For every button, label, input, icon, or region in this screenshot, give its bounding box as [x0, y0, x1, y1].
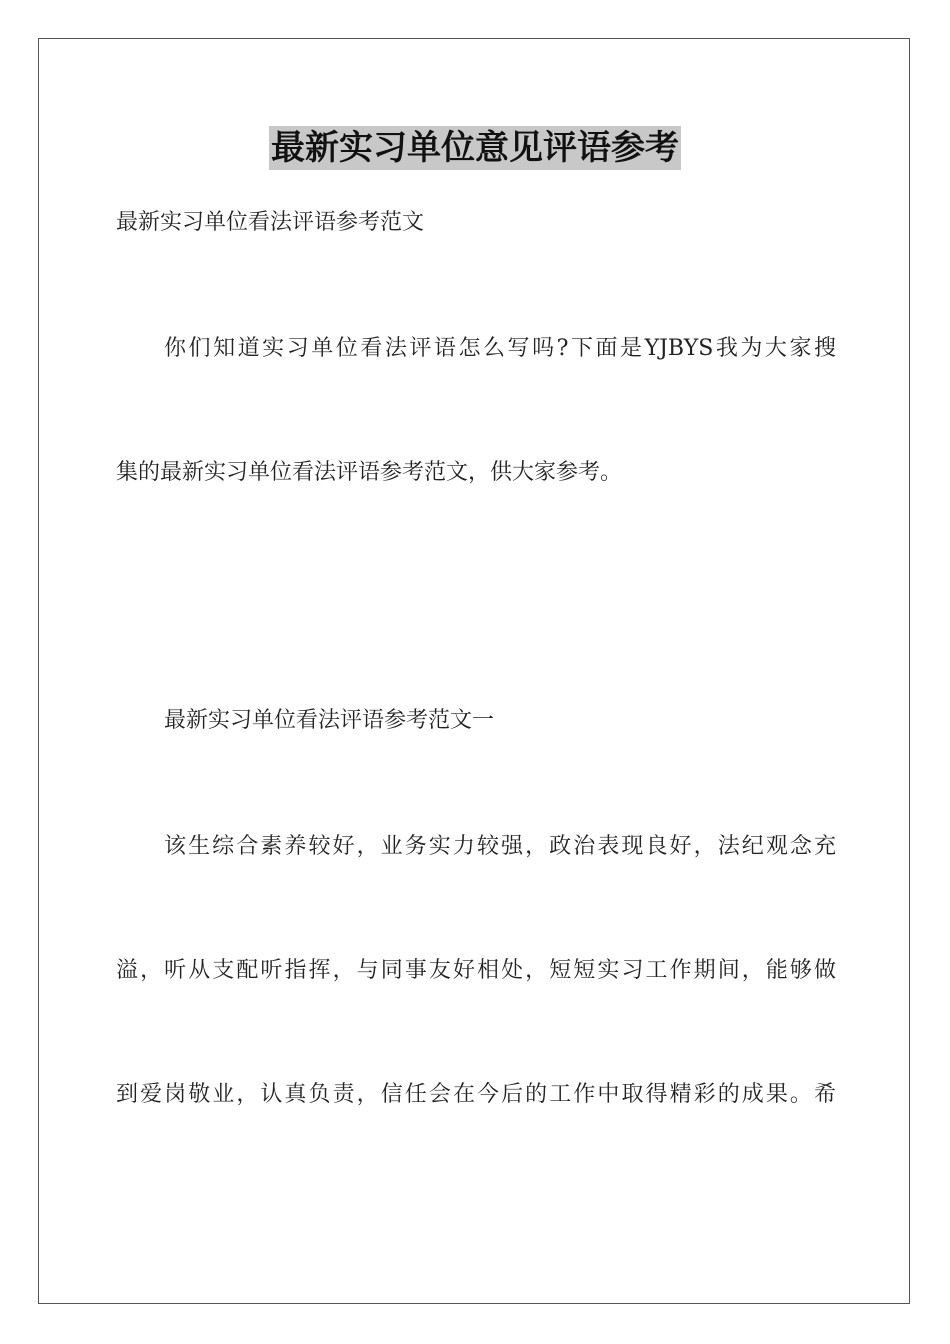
intro-line-2: 集的最新实习单位看法评语参考范文，供大家参考。 — [116, 460, 623, 485]
section-heading: 最新实习单位看法评语参考范文一 — [164, 708, 495, 733]
document-subtitle: 最新实习单位看法评语参考范文 — [116, 210, 425, 235]
intro-line-1: 你们知道实习单位看法评语怎么写吗?下面是YJBYS我为大家搜 — [164, 336, 836, 361]
body-line-3: 到爱岗敬业，认真负责，信任会在今后的工作中取得精彩的成果。希 — [116, 1082, 836, 1107]
document-title: 最新实习单位意见评语参考 — [271, 128, 679, 168]
title-container — [0, 126, 950, 170]
body-line-1: 该生综合素养较好，业务实力较强，政治表现良好，法纪观念充 — [164, 834, 836, 859]
body-line-2: 溢，听从支配听指挥，与同事友好相处，短短实习工作期间，能够做 — [116, 958, 836, 983]
